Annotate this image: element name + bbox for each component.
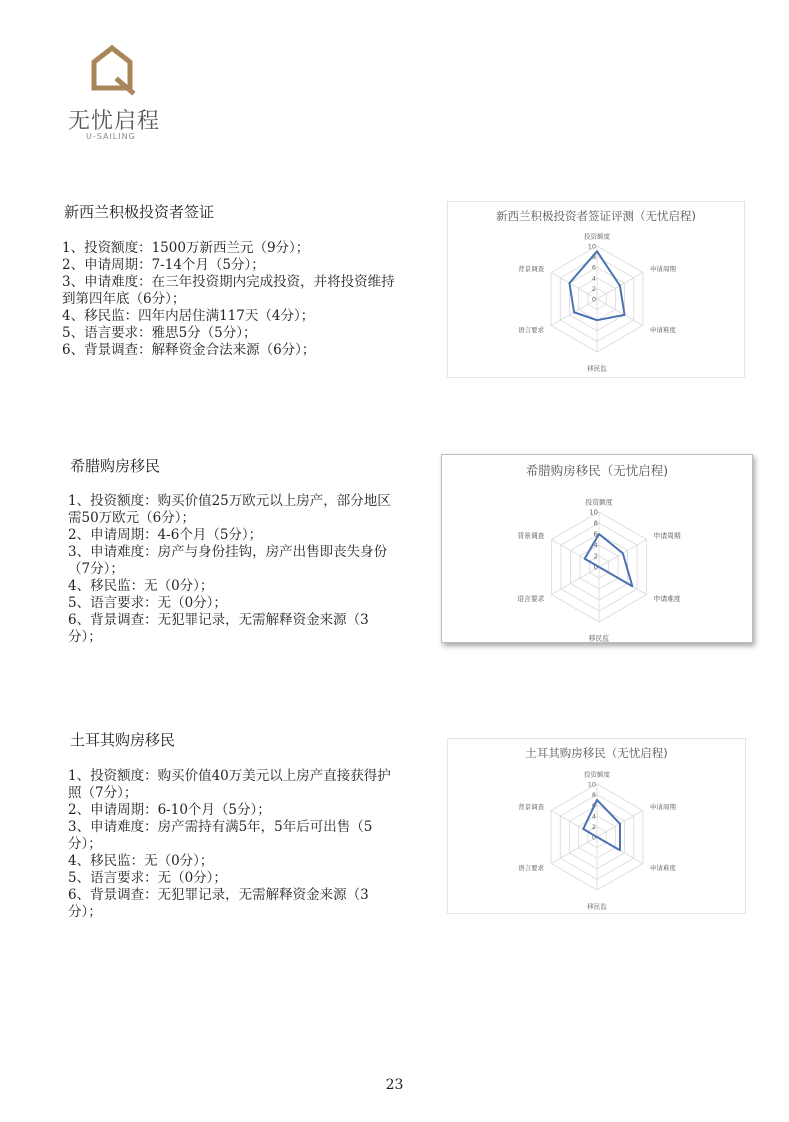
radar-category-label: 申请周期	[649, 803, 676, 811]
chart-title: 希腊购房移民（无忧启程)	[525, 463, 669, 478]
list-item: 1、投资额度：1500万新西兰元（9分）；	[62, 240, 310, 256]
radar-category-label: 移民监	[587, 902, 607, 911]
list-item: 5、语言要求：无（0分）；	[68, 595, 227, 611]
radar-tick-label: 0	[591, 833, 596, 842]
radar-category-label: 移民监	[587, 364, 607, 373]
list-item: 3、申请难度：在三年投资期内完成投资，并将投资维持到第四年底（6分）；	[62, 274, 395, 307]
radar-category-label: 申请难度	[649, 326, 676, 334]
radar-category-label: 申请周期	[653, 532, 681, 540]
radar-category-label: 申请周期	[649, 265, 676, 273]
radar-chart-turkey	[447, 738, 746, 914]
radar-tick-label: 0	[591, 295, 596, 304]
list-item: 5、语言要求：无（0分）；	[68, 870, 227, 886]
list-item: 3、申请难度：房产需持有满5年，5年后可出售（5分）；	[68, 819, 373, 852]
list-item: 5、语言要求：雅思5分（5分）；	[62, 325, 257, 341]
section-items-greece	[68, 493, 398, 646]
radar-chart-greece	[441, 454, 753, 643]
radar-spoke	[551, 567, 599, 595]
radar-category-label: 移民监	[588, 634, 610, 642]
radar-svg	[448, 202, 744, 377]
radar-tick-label: 10	[589, 508, 598, 517]
list-item: 2、申请周期：7-14个月（5分）；	[62, 257, 265, 273]
chart-title: 新西兰积极投资者签证评测（无忧启程)	[496, 209, 696, 223]
logo-house-icon	[88, 44, 140, 96]
radar-tick-label: 4	[593, 541, 598, 550]
list-item: 3、申请难度：房产与身份挂钩，房产出售即丧失身份（7分）；	[68, 544, 388, 577]
chart-title: 土耳其购房移民（无忧启程)	[525, 746, 668, 760]
radar-tick-label: 8	[593, 519, 598, 528]
radar-category-label: 语言要求	[518, 864, 545, 872]
radar-category-label: 语言要求	[517, 595, 545, 603]
radar-category-label: 背景调查	[518, 803, 545, 811]
radar-category-label: 背景调查	[517, 532, 545, 540]
radar-category-label: 申请难度	[649, 864, 676, 872]
list-item: 6、背景调查：解释资金合法来源（6分）；	[62, 342, 316, 358]
radar-chart-new-zealand	[447, 201, 745, 378]
list-item: 6、背景调查：无犯罪记录，无需解释资金来源（3分）；	[68, 887, 369, 920]
list-item: 2、申请周期：6-10个月（5分）；	[68, 802, 271, 818]
list-item: 4、移民监：四年内居住满117天（4分）；	[62, 308, 315, 324]
list-item: 6、背景调查：无犯罪记录，无需解释资金来源（3分）；	[68, 612, 369, 645]
list-item: 4、移民监：无（0分）；	[68, 578, 214, 594]
radar-tick-label: 10	[587, 780, 596, 789]
section-title-greece: 希腊购房移民	[70, 457, 161, 475]
logo	[64, 44, 174, 144]
list-item: 1、投资额度：购买价值25万欧元以上房产，部分地区需50万欧元（6分）；	[68, 493, 391, 526]
radar-tick-label: 8	[591, 791, 596, 800]
section-title-new-zealand: 新西兰积极投资者签证	[64, 203, 215, 221]
radar-spoke	[597, 299, 643, 326]
logo-subtitle: U-SAILING	[86, 132, 136, 141]
logo-name: 无忧启程	[68, 109, 161, 134]
radar-tick-label: 0	[593, 563, 598, 572]
radar-category-label: 投资额度	[585, 498, 613, 507]
page-number: 23	[385, 1077, 404, 1093]
section-items-new-zealand	[62, 240, 402, 359]
section-items-turkey	[68, 768, 398, 921]
section-title-turkey: 土耳其购房移民	[70, 731, 176, 749]
radar-category-label: 投资额度	[584, 770, 610, 779]
list-item: 2、申请周期：4-6个月（5分）；	[68, 527, 263, 543]
list-item: 4、移民监：无（0分）；	[68, 853, 214, 869]
radar-tick-label: 6	[591, 801, 596, 810]
radar-tick-label: 8	[591, 253, 596, 262]
radar-tick-label: 4	[591, 812, 596, 821]
radar-tick-label: 2	[591, 284, 596, 293]
radar-tick-label: 6	[591, 263, 596, 272]
radar-tick-label: 6	[593, 530, 598, 539]
radar-tick-label: 2	[593, 552, 598, 561]
radar-spoke	[551, 837, 597, 864]
radar-tick-label: 2	[591, 822, 596, 831]
list-item: 1、投资额度：购买价值40万美元以上房产直接获得护照（7分）；	[68, 768, 391, 801]
radar-category-label: 投资额度	[584, 232, 610, 241]
radar-svg	[448, 739, 745, 913]
radar-tick-label: 4	[591, 274, 596, 283]
radar-svg	[442, 455, 752, 642]
radar-tick-label: 10	[587, 242, 596, 251]
radar-category-label: 背景调查	[518, 265, 545, 273]
radar-category-label: 申请难度	[653, 595, 681, 603]
radar-category-label: 语言要求	[518, 326, 545, 334]
